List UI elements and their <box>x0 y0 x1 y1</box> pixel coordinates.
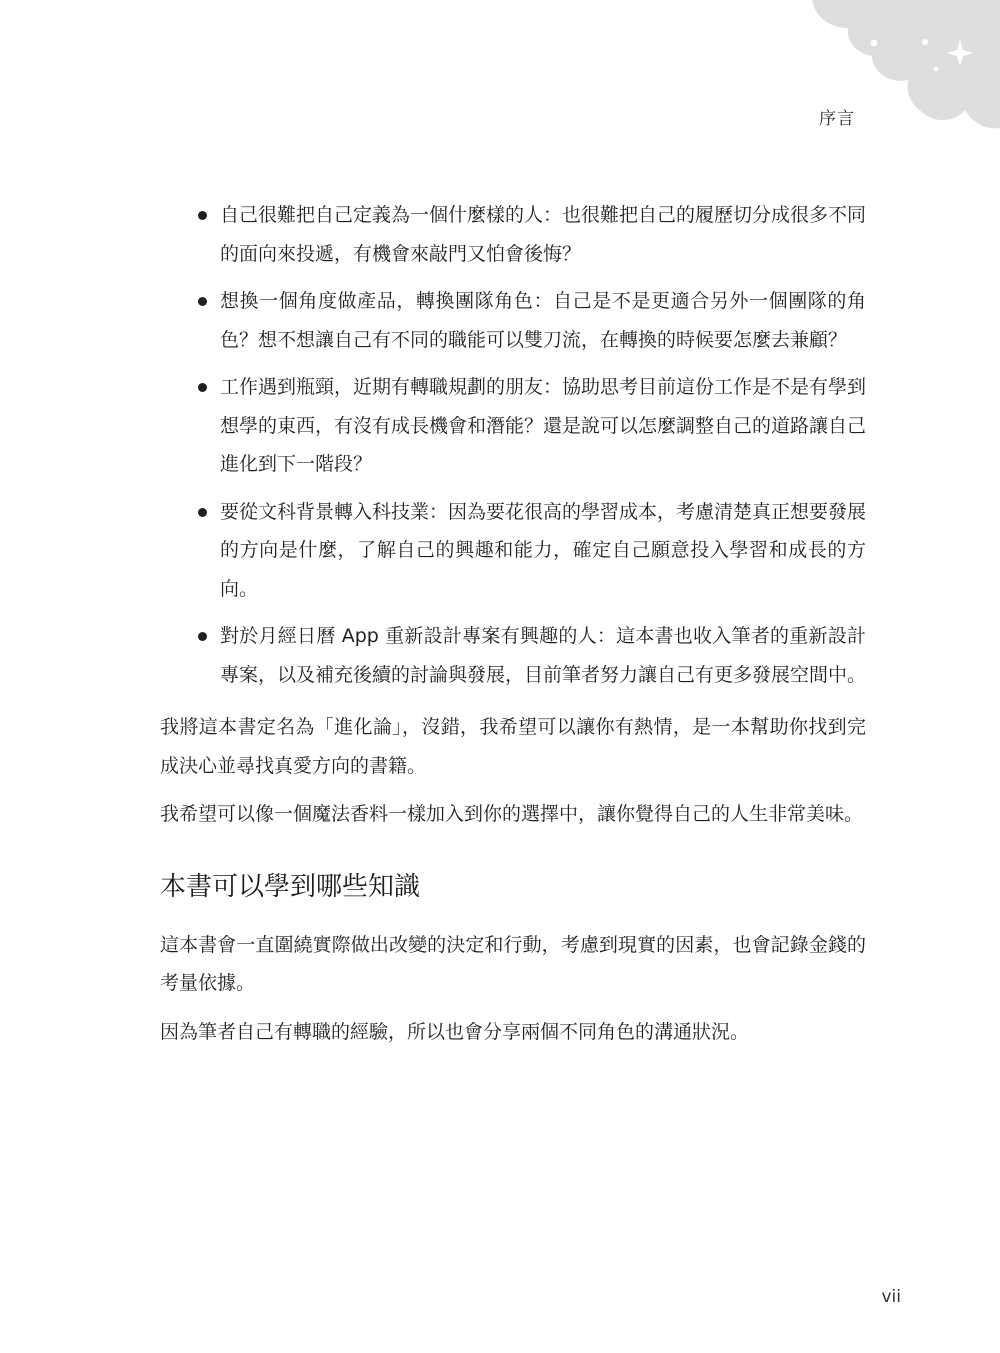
section-header: 序言 <box>819 109 855 129</box>
bullet-item <box>160 617 866 694</box>
body-paragraph: 我將這本書定名為「進化論」，沒錯，我希望可以讓你有熱情，是一本幫助你找到完成決心並尋找真愛方向的書籍。 <box>160 716 866 777</box>
bullet-icon <box>198 508 207 517</box>
bullet-text: 要從文科背景轉入科技業：因為要花很高的學習成本，考慮清楚真正想要發展的方向是什麼，了解自己的興趣和能力，確定自己願意投入學習和成長的方向。 <box>220 500 867 600</box>
bullet-icon <box>198 211 207 220</box>
section-heading: 本書可以學到哪些知識 <box>160 871 421 902</box>
page-number: vii <box>881 1287 901 1307</box>
bullet-text: 對於月經日曆 App 重新設計專案有興趣的人：這本書也收入筆者的重新設計專案，以及補充後續的討論與發展，目前筆者努力讓自己有更多發展空間中。 <box>220 625 867 686</box>
bullet-icon <box>198 632 207 641</box>
page-body <box>160 196 866 1061</box>
bullet-item <box>160 282 866 359</box>
cloud-decoration <box>760 0 1000 130</box>
section-paragraph: 因為筆者自己有轉職的經驗，所以也會分享兩個不同角色的溝通狀況。 <box>160 1020 750 1043</box>
bullet-icon <box>198 383 207 392</box>
bullet-item <box>160 493 866 609</box>
bullet-icon <box>198 297 207 306</box>
bullet-text: 想換一個角度做產品，轉換團隊角色：自己是不是更適合另外一個團隊的角色？想不想讓自己有不同的職能可以雙刀流，在轉換的時候要怎麼去兼顧？ <box>220 290 866 351</box>
bullet-text: 工作遇到瓶頸，近期有轉職規劃的朋友：協助思考目前這份工作是不是有學到想學的東西，有沒有成長機會和潛能？還是說可以怎麼調整自己的道路讓自己進化到下一階段？ <box>220 376 867 475</box>
bullet-item <box>160 196 866 273</box>
bullet-item <box>160 368 866 484</box>
body-paragraph: 我希望可以像一個魔法香料一樣加入到你的選擇中，讓你覺得自己的人生非常美味。 <box>160 803 864 825</box>
bullet-list <box>160 196 866 694</box>
section-paragraph: 這本書會一直圍繞實際做出改變的決定和行動，考慮到現實的因素，也會記錄金錢的考量依據。 <box>160 933 866 994</box>
bullet-text: 自己很難把自己定義為一個什麼樣的人：也很難把自己的履歷切分成很多不同的面向來投遞，有機會來敲門又怕會後悔？ <box>220 204 867 265</box>
